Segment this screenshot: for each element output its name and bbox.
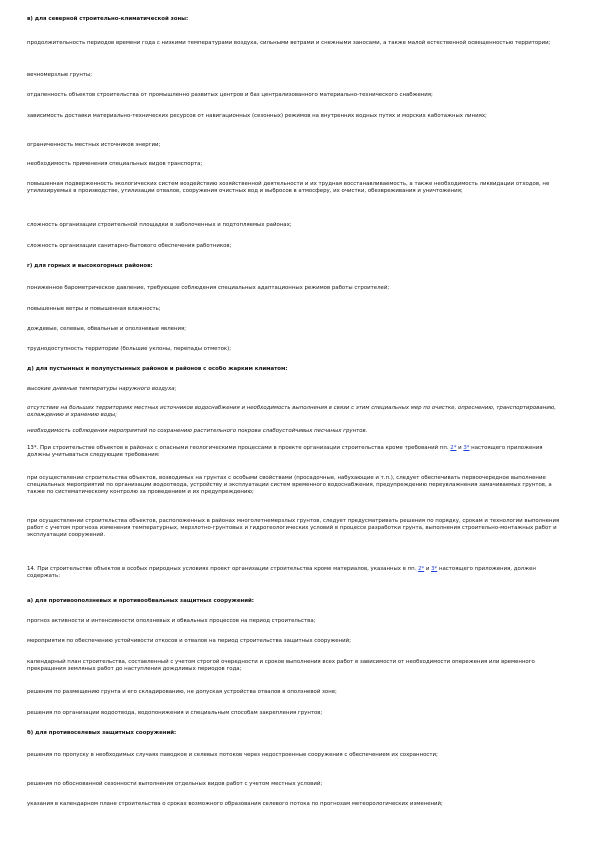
paragraph: повышенные ветры и повышенная влажность; <box>27 306 161 312</box>
paragraph: решения по обоснованной сезонности выполнения отдельных видов работ с учетом местных условий; <box>27 781 323 787</box>
link-point-2b[interactable]: 2* <box>418 566 425 572</box>
paragraph: ограниченность местных источников энергии; <box>27 142 161 148</box>
paragraph: повышенная подверженность экологических систем воздействию хозяйственной деятельности и их трудная восстанавливаемость, а также необходимость ликвидации отходов, не утилизируемых в производстве, утилизации отвалов, сооружения очистных вод и выбросов в атмосферу, их очистки, обезвреживания и уничтожения; <box>27 181 550 194</box>
paragraph: прогноз активности и интенсивности оползневых и обвальных процессов на период строительства; <box>27 618 316 624</box>
paragraph-13-text: 13*. При строительстве объектов в районах с опасными геологическими процессами в проекте организации строительства кроме требований пп. <box>27 445 451 451</box>
paragraph: г) для горных и высокогорных районов: <box>27 263 153 269</box>
paragraph: отсутствие на больших территориях местных источников водоснабжения и необходимость выполнения в связи с этим специальных мер по очистке, опреснению, транспортированию, охлаждению и хранению воды; <box>27 405 557 418</box>
paragraph: высокие дневные температуры наружного воздуха; <box>27 386 177 392</box>
paragraph: б) для противоселевых защитных сооружений: <box>27 730 177 736</box>
paragraph: а) для противооползневых и противообвальных защитных сооружений: <box>27 598 254 604</box>
paragraph-13-tail: настоящего приложения должны учитываться следующие требования: <box>27 445 543 458</box>
paragraph: труднодоступность территории (большие уклоны, перепады отметок); <box>27 346 232 352</box>
paragraph: вечномерзлые грунты; <box>27 72 93 78</box>
paragraph-13-conj: и <box>456 445 464 451</box>
paragraph: д) для пустынных и полупустынных районов и районов с особо жарким климатом: <box>27 366 288 372</box>
paragraph: пониженное барометрическое давление, требующее соблюдения специальных адаптационных режимов работы строителей; <box>27 285 390 291</box>
paragraph: при осуществлении строительства объектов, возводимых на грунтах с особыми свойствами (просадочные, набухающие и т.п.), следует обеспечивать первоочередное выполнение специальных мероприятий по организации водоотвода, устройству и эксплуатации систем временного водоснабжения, предупреждению переувлажнения замачиваемых грунтов, а также по систематическому контролю за проведением и их предупреждению; <box>27 475 552 495</box>
paragraph-13 <box>27 445 567 459</box>
link-point-2[interactable]: 2* <box>450 445 457 451</box>
paragraph-14-conj: и <box>424 566 432 572</box>
paragraph-14-tail: настоящего приложения, должен содержать: <box>27 566 536 579</box>
paragraph: зависимость доставки материально-технических ресурсов от навигационных (сезонных) режимов на внутренних водных путях и морских каботажных линиях; <box>27 113 487 119</box>
paragraph-14-text: 14. При строительстве объектов в особых природных условиях проект организации строительства кроме материалов, указанных в пп. <box>27 566 419 572</box>
paragraph: решения по организации водоотвода, водопонижения и специальным способам закрепления грунтов; <box>27 710 323 716</box>
paragraph: решения по размещению грунта и его складированию, не допуская устройства отвалов в оползневой зоне; <box>27 689 337 695</box>
paragraph-14 <box>27 566 567 580</box>
paragraph: необходимость соблюдения мероприятий по сохранению растительного покрова слабоустойчивых песчаных грунтов. <box>27 428 368 434</box>
paragraph: в) для северной строительно-климатической зоны: <box>27 16 189 22</box>
paragraph: отдаленность объектов строительства от промышленно развитых центров и баз централизованного материально-технического снабжения; <box>27 92 433 98</box>
paragraph: продолжительность периодов времени года с низкими температурами воздуха, сильными ветрами и снежными заносами, а также малой естественной освещенностью территории; <box>27 40 551 46</box>
paragraph: необходимость применения специальных видов транспорта; <box>27 161 203 167</box>
paragraph: указания в календарном плане строительства о сроках возможного образования селевого потока по прогнозам метеорологических изменений; <box>27 801 443 807</box>
paragraph: мероприятия по обеспечению устойчивости откосов и отвалов на период строительства защитных сооружений; <box>27 638 351 644</box>
paragraph: сложность организации строительной площадки в заболоченных и подтопляемых районах; <box>27 222 292 228</box>
link-point-3[interactable]: 3* <box>463 445 470 451</box>
paragraph: при осуществлении строительства объектов, расположенных в районах многолетнемерзлых грунтов, следует предусматривать решения по порядку, срокам и технологии выполнения работ с учетом прогноза изменения температурных, мерзлотно-грунтовых и гидрогеологических условий в процессе разработки грунта, выполнения строительно-монтажных работ и эксплуатации сооружений. <box>27 518 560 538</box>
paragraph: дождевые, селевые, обвальные и оползневые явления; <box>27 326 187 332</box>
paragraph: сложность организации санитарно-бытового обеспечения работников; <box>27 243 232 249</box>
link-point-3b[interactable]: 3* <box>431 566 438 572</box>
paragraph: календарный план строительства, составленный с учетом строгой очередности и сроков выполнения всех работ в зависимости от необходимости опережения или временного прекращения земляных работ до наступления дождливых периодов года; <box>27 659 535 672</box>
paragraph: решения по пропуску в необходимых случаях паводков и селевых потоков через недостроенные сооружения с обеспечением их сохранности; <box>27 752 438 758</box>
